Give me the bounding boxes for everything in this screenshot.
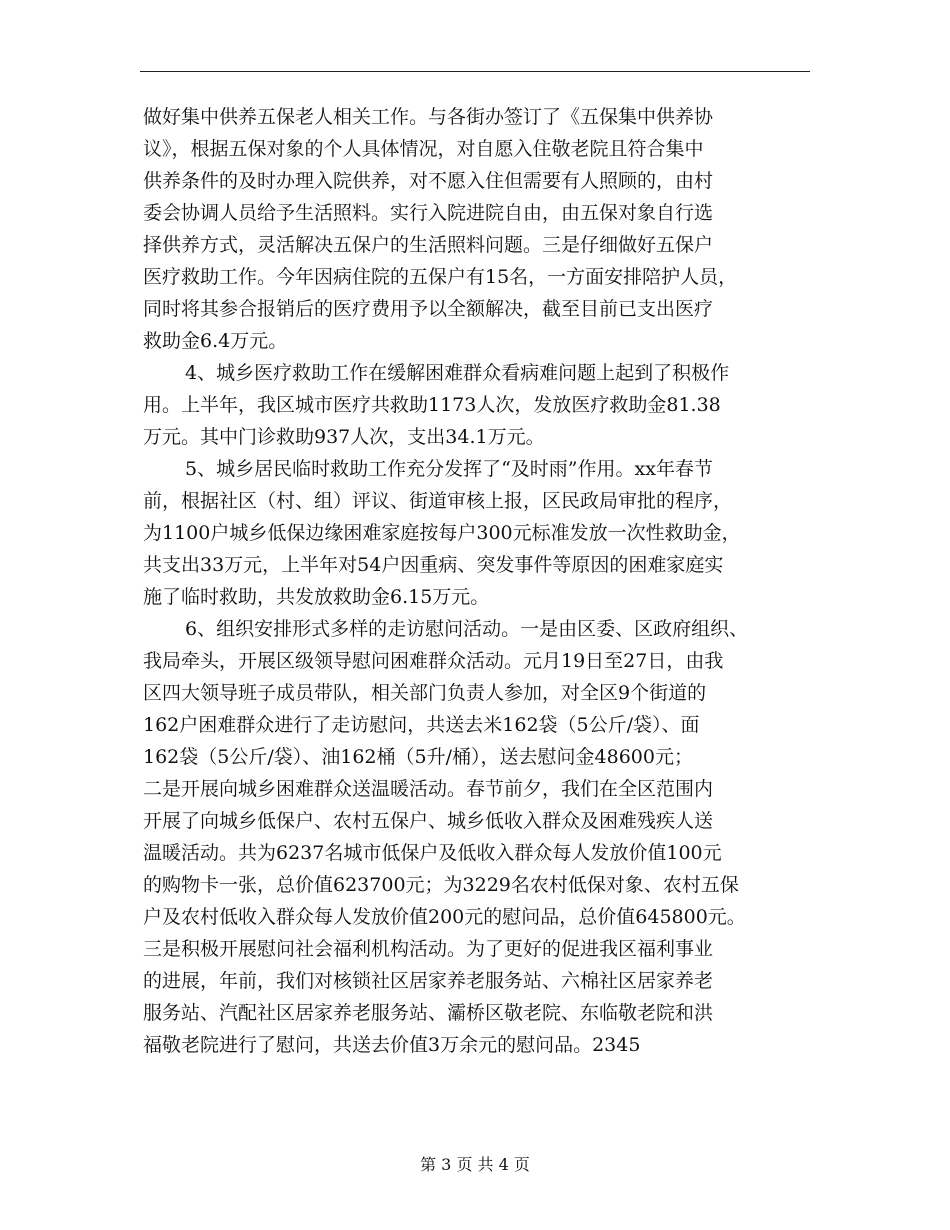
text-line: 委会协调人员给予生活照料。实行入院进院自由，由五保对象自行选: [143, 202, 714, 224]
text-line: 户及农村低收入群众每人发放价值200元的慰问品，总价值645800元。: [143, 906, 746, 928]
text-line: 开展了向城乡低保户、农村五保户、城乡低收入群众及困难残疾人送: [143, 810, 714, 832]
text-line: 救助金6.4万元。: [143, 330, 288, 352]
text-line: 用。上半年，我区城市医疗共救助1173人次，发放医疗救助金81.38: [143, 394, 721, 416]
text-line: 服务站、汽配社区居家养老服务站、灞桥区敬老院、东临敬老院和洪: [143, 1002, 714, 1024]
text-line: 区四大领导班子成员带队，相关部门负责人参加，对全区9个街道的: [143, 682, 707, 704]
text-line: 为1100户城乡低保边缘困难家庭按每户300元标准发放一次性救助金，: [143, 522, 741, 544]
text-line: 162户困难群众进行了走访慰问，共送去米162袋（5公斤/袋）、面: [143, 714, 700, 736]
paragraph-start-line: 5、城乡居民临时救助工作充分发挥了“及时雨”作用。xx年春节: [185, 458, 713, 480]
text-line: 供养条件的及时办理入院供养，对不愿入住但需要有人照顾的，由村: [143, 170, 714, 192]
text-line: 温暖活动。共为6237名城市低保户及低收入群众每人发放价值100元: [143, 842, 722, 864]
text-line: 做好集中供养五保老人相关工作。与各街办签订了《五保集中供养协: [143, 106, 714, 128]
text-line: 福敬老院进行了慰问，共送去价值3万余元的慰问品。2345: [143, 1034, 641, 1056]
text-line: 的进展，年前，我们对核锁社区居家养老服务站、六棉社区居家养老: [143, 970, 714, 992]
text-line: 二是开展向城乡困难群众送温暖活动。春节前夕，我们在全区范围内: [143, 778, 714, 800]
text-line: 万元。其中门诊救助937人次，支出34.1万元。: [143, 426, 545, 448]
text-line: 的购物卡一张，总价值623700元；为3229名农村低保对象、农村五保: [143, 874, 739, 896]
page-number-footer: 第 3 页 共 4 页: [420, 1155, 530, 1174]
text-line: 施了临时救助，共发放救助金6.15万元。: [143, 586, 490, 608]
text-line: 我局牵头，开展区级领导慰问困难群众活动。元月19日至27日，由我: [143, 650, 724, 672]
body-text: [143, 101, 823, 1061]
text-line: 162袋（5公斤/袋）、油162桶（5升/桶），送去慰问金48600元；: [143, 746, 693, 768]
header-rule: [140, 71, 810, 72]
text-line: 议》，根据五保对象的个人具体情况，对自愿入住敬老院且符合集中: [143, 138, 704, 160]
text-line: 三是积极开展慰问社会福利机构活动。为了更好的促进我区福利事业: [143, 938, 714, 960]
text-line: 医疗救助工作。今年因病住院的五保户有15名，一方面安排陪护人员，: [143, 266, 738, 288]
text-line: 前，根据社区（村、组）评议、街道审核上报，区民政局审批的程序，: [143, 490, 733, 512]
paragraph-start-line: 4、城乡医疗救助工作在缓解困难群众看病难问题上起到了积极作: [185, 362, 730, 384]
text-line: 共支出33万元，上半年对54户因重病、突发事件等原因的困难家庭实: [143, 554, 724, 576]
text-line: 择供养方式，灵活解决五保户的生活照料问题。三是仔细做好五保户: [143, 234, 714, 256]
text-line: 同时将其参合报销后的医疗费用予以全额解决，截至目前已支出医疗: [143, 298, 714, 320]
paragraph-start-line: 6、组织安排形式多样的走访慰问活动。一是由区委、区政府组织、: [185, 618, 749, 640]
